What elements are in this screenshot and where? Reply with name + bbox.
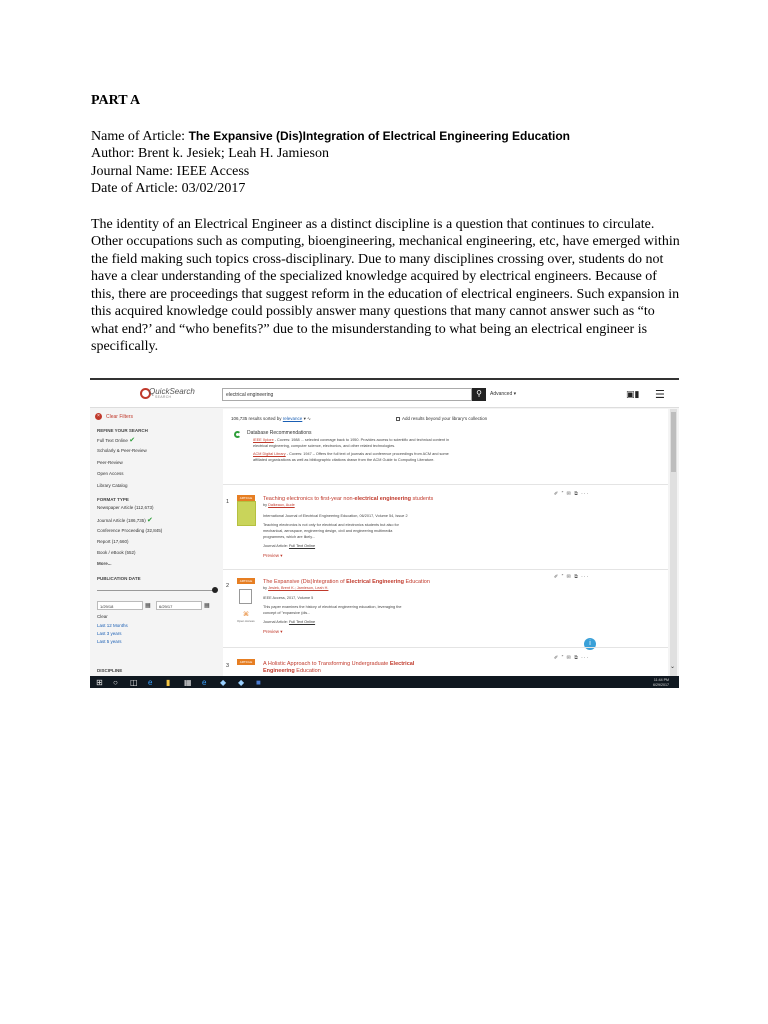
document-icon[interactable] xyxy=(239,589,252,604)
author-line: Author: Brent k. Jesiek; Leah H. Jamieson xyxy=(91,146,329,161)
title-text: The Expansive (Dis)Integration of xyxy=(263,579,347,585)
format-label: Journal Article: xyxy=(263,620,289,624)
windows-start-icon[interactable]: ⊞ xyxy=(96,678,103,687)
app-icon[interactable]: ◆ xyxy=(220,678,227,687)
taskbar xyxy=(90,676,679,688)
folder-icon[interactable]: ▣▮ xyxy=(626,389,640,399)
result-tools-icons[interactable]: ✐ ” ✉ ⧉ ··· xyxy=(554,491,590,497)
scrollbar[interactable] xyxy=(670,409,677,676)
by-label: by xyxy=(263,586,269,590)
db-rec-line: affiliated organizations as well as bibliographic citations drawn from the ACM Guide to Computing Literature. xyxy=(253,458,435,462)
task-view-icon[interactable]: ◫ xyxy=(130,678,138,687)
results-count-text: 106,735 results sorted by xyxy=(231,416,282,421)
db-rec-line xyxy=(253,438,449,442)
result-number: 1 xyxy=(226,499,230,505)
search-input[interactable]: electrical engineering xyxy=(222,388,472,401)
author-link[interactable]: Jesiek, Brent K.; Jamieson, Leah H. xyxy=(268,586,329,590)
embedded-screenshot xyxy=(90,378,679,688)
results-panel xyxy=(223,409,668,676)
refine-heading: REFINE YOUR SEARCH xyxy=(97,428,148,433)
by-label: by xyxy=(263,503,269,507)
check-icon: ✔ xyxy=(147,517,153,524)
result-item xyxy=(223,484,668,569)
hamburger-menu-icon[interactable]: ☰ xyxy=(655,389,665,401)
format-newspaper[interactable]: Newspaper Article (112,673) xyxy=(97,505,154,510)
file-explorer-icon[interactable]: ▮ xyxy=(166,678,171,687)
format-more-link[interactable]: More... xyxy=(97,561,112,566)
date-slider-handle[interactable] xyxy=(212,587,218,593)
db-rec-text: - Covers: 1988 ... selected coverage back to 1950. Provides access to scientific and technical content in xyxy=(273,438,450,442)
filter-library-catalog[interactable]: Library Catalog xyxy=(97,483,128,488)
clear-filters-link[interactable]: Clear Filters xyxy=(106,414,133,420)
cover-thumbnail[interactable] xyxy=(237,501,256,526)
refresh-icon xyxy=(234,431,241,438)
filter-peer-review[interactable]: Peer-Review xyxy=(97,460,123,465)
document-text xyxy=(91,92,681,356)
full-text-link[interactable]: Full Text Online xyxy=(288,620,316,624)
acm-library-link[interactable]: ACM Digital Library xyxy=(253,452,286,456)
result-number: 2 xyxy=(226,583,230,589)
word-icon[interactable]: ■ xyxy=(256,678,261,687)
advanced-search-dropdown[interactable]: Advanced ▾ xyxy=(490,391,517,397)
result-format xyxy=(263,620,315,624)
result-byline xyxy=(263,586,328,590)
result-snippet: Teaching electronics is not only for electrical and electronics students but also for xyxy=(263,523,399,527)
result-tools-icons[interactable]: ✐ ” ✉ ⧉ ··· xyxy=(554,574,590,580)
format-conference[interactable]: Conference Proceeding (32,845) xyxy=(97,528,163,533)
journal-line: Journal Name: IEEE Access xyxy=(91,163,250,179)
result-snippet: mechanical, aerospace, engineering design, civil and engineering multimedia xyxy=(263,529,393,533)
help-badge[interactable]: i xyxy=(584,638,596,650)
date-link-3-years[interactable]: Last 3 years xyxy=(97,631,122,636)
filter-open-access[interactable]: Open Access xyxy=(97,471,124,476)
rss-icon[interactable]: ∿ xyxy=(307,416,311,421)
filter-scholarly[interactable]: Scholarly & Peer-Review xyxy=(97,448,147,453)
title-highlight: Electrical Engineering xyxy=(346,579,404,585)
article-label: Name of Article: xyxy=(91,128,189,144)
ie-browser-icon[interactable]: e xyxy=(202,678,207,687)
author-link[interactable]: Dalkeaux, Aude xyxy=(268,503,295,507)
db-rec-line: electrical engineering, computer science, electronics, and other related technologies. xyxy=(253,444,396,448)
ieee-xplore-link[interactable]: IEEE Xplore xyxy=(253,438,274,442)
format-badge: ARTICLE xyxy=(237,495,255,501)
search-icon[interactable]: ○ xyxy=(113,678,118,687)
preview-toggle[interactable]: Preview ▾ xyxy=(263,629,283,634)
clock-time: 11:44 PM xyxy=(653,678,669,682)
body-paragraph: The identity of an Electrical Engineer as a distinct discipline is a question that continues to circulate. Other occupations such as computing, bioengineering, mechanical engineering, etc, have emerged within the field making such topics cross-disciplinary. Due to many disciplines crossing over, students do not have a clear understanding of the specialized knowledge acquired by electrical engineers. Because of this, there are proceedings that suggest reform in the education of electrical engineers. Such expansion in this acquired knowledge could possibly answer many questions that many cannot answer such as “to what end?’ and “who benefits?” due to the misunderstanding to what being an electrical engineer is specifically. xyxy=(91,216,680,354)
result-journal: IEEE Access, 2017, Volume 5 xyxy=(263,596,314,600)
check-icon: ✔ xyxy=(129,437,136,444)
checkbox-icon xyxy=(396,417,400,421)
chevron-down-icon[interactable]: ⌄ xyxy=(670,664,676,670)
title-text: students xyxy=(410,496,434,502)
filter-sidebar xyxy=(90,409,220,676)
date-to-input[interactable]: 6/29/17 xyxy=(156,601,202,610)
db-rec-line xyxy=(253,452,449,456)
date-clear-link[interactable]: Clear xyxy=(97,614,108,619)
result-title[interactable] xyxy=(263,579,430,585)
result-title[interactable] xyxy=(263,496,433,502)
format-journal[interactable] xyxy=(97,516,153,524)
calendar-icon[interactable]: ▦ xyxy=(204,603,210,609)
result-format xyxy=(263,544,315,548)
article-name-line xyxy=(91,128,681,146)
scrollbar-thumb[interactable] xyxy=(671,412,676,472)
date-slider-track[interactable] xyxy=(97,590,216,591)
result-snippet: concept of "expansive (dis... xyxy=(263,611,311,615)
part-heading: PART A xyxy=(91,93,141,108)
result-journal: International Journal of Electrical Engineering Education, 06/2017, Volume 54, Issue 2 xyxy=(263,514,408,518)
title-text: Teaching electronics to first-year non- xyxy=(263,496,355,502)
format-report[interactable]: Report (17,660) xyxy=(97,539,129,544)
result-byline xyxy=(263,503,295,507)
format-badge: ARTICLE xyxy=(237,659,255,665)
result-number: 3 xyxy=(226,663,230,669)
title-highlight: Engineering xyxy=(263,668,295,674)
add-results-checkbox[interactable] xyxy=(396,416,487,421)
format-book[interactable]: Book / eBook (552) xyxy=(97,550,136,555)
result-tools-icons[interactable]: ✐ ” ✉ ⧉ ··· xyxy=(554,655,590,661)
article-title: The Expansive (Dis)Integration of Electrical Engineering Education xyxy=(188,128,570,143)
title-highlight: Electrical xyxy=(389,661,415,667)
title-highlight: electrical engineering xyxy=(354,496,411,502)
open-access-label: Open Access xyxy=(237,619,255,623)
close-icon[interactable]: × xyxy=(95,413,102,420)
filter-label: Full Text Online xyxy=(97,438,128,443)
app-icon[interactable]: ◆ xyxy=(238,678,245,687)
result-item xyxy=(223,647,668,676)
result-item xyxy=(223,569,668,647)
logo-subtext: SEARCH xyxy=(155,395,172,399)
format-heading: FORMAT TYPE xyxy=(97,497,129,502)
add-results-label: Add results beyond your library's collection xyxy=(402,416,488,421)
format-label: Journal Article: xyxy=(263,544,289,548)
sort-dropdown[interactable]: relevance xyxy=(282,416,303,421)
result-snippet: This paper examines the history of electrical engineering education, leveraging the xyxy=(263,605,402,609)
date-link-5-years[interactable]: Last 5 years xyxy=(97,639,122,644)
calendar-icon[interactable]: ▦ xyxy=(145,603,151,609)
preview-toggle[interactable]: Preview ▾ xyxy=(263,553,283,558)
edge-browser-icon[interactable]: e xyxy=(148,678,153,687)
full-text-link[interactable]: Full Text Online xyxy=(288,544,316,548)
db-rec-title: Database Recommendations xyxy=(247,430,312,436)
result-title-line2[interactable] xyxy=(263,668,321,674)
db-rec-text: - Covers: 1947 – Offers the full text of journals and conference proceedings from ACM and some xyxy=(285,452,449,456)
filter-full-text[interactable] xyxy=(97,436,135,444)
title-text: Education xyxy=(294,668,321,674)
format-label: Journal Article (186,735) xyxy=(97,518,146,523)
results-count: 106,735 results sorted by relevance ▾ ∿ xyxy=(231,416,311,421)
date-line: Date of Article: 03/02/2017 xyxy=(91,181,246,196)
clock-date: 6/29/2017 xyxy=(653,682,669,687)
title-text: A Holistic Approach to Transforming Undergraduate xyxy=(263,661,390,667)
logo[interactable] xyxy=(140,387,195,401)
clock[interactable] xyxy=(653,678,669,687)
title-text: Education xyxy=(403,579,430,585)
search-icon[interactable]: ⚲ xyxy=(472,388,486,401)
database-recommendations xyxy=(231,427,661,470)
pubdate-heading: PUBLICATION DATE xyxy=(97,576,141,581)
result-snippet: programmes, which are likely... xyxy=(263,535,316,539)
open-access-icon: ⌘ xyxy=(243,612,249,618)
logo-text: QuickSearch xyxy=(149,387,195,396)
date-link-12-months[interactable]: Last 12 Months xyxy=(97,623,128,628)
format-badge: ARTICLE xyxy=(237,578,255,584)
app-header xyxy=(90,380,679,408)
date-from-input[interactable]: 1/29/18 xyxy=(97,601,143,610)
discipline-heading: DISCIPLINE xyxy=(97,668,123,673)
store-icon[interactable]: ▦ xyxy=(184,678,192,687)
result-title[interactable] xyxy=(263,661,414,667)
